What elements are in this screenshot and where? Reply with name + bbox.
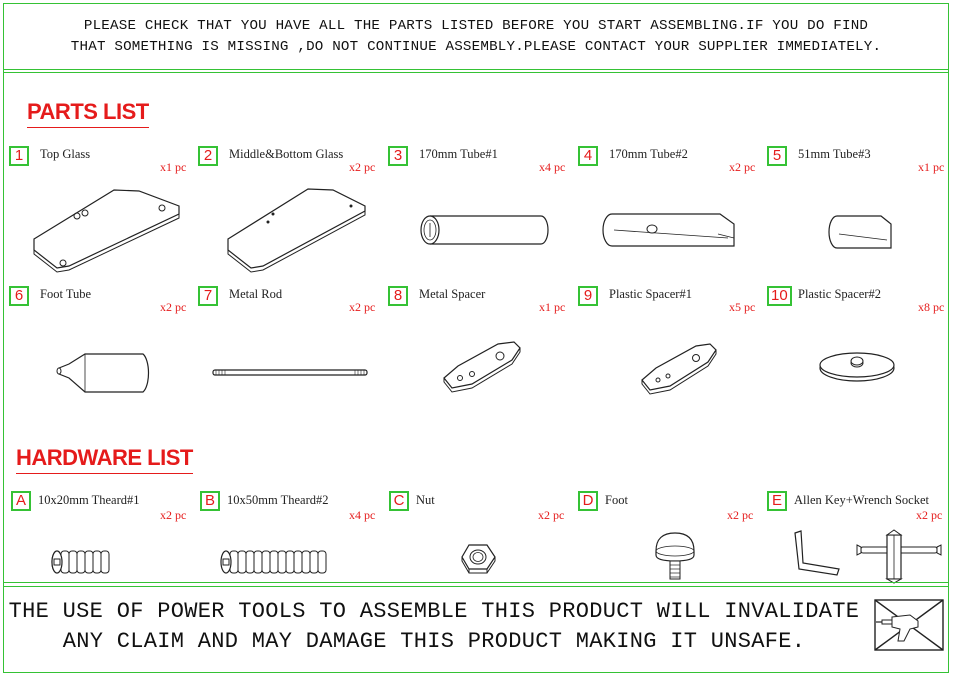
- hardware-qty: x4 pc: [349, 508, 376, 522]
- hardware-qty: x2 pc: [160, 508, 187, 522]
- hardware-item-a: [11, 491, 201, 586]
- power-tools-warning: [4, 586, 948, 672]
- hardware-badge: E: [767, 491, 787, 511]
- heading-underline: [16, 473, 193, 474]
- round-spacer-icon: [817, 344, 897, 384]
- short-tube-icon: [825, 210, 897, 252]
- hardware-list-title: HARDWARE LIST: [16, 445, 193, 470]
- part-name: Top Glass: [40, 147, 91, 161]
- part-qty: x8 pc: [918, 300, 945, 314]
- hardware-name: Nut: [416, 493, 435, 507]
- part-name: Metal Rod: [229, 287, 283, 301]
- part-name: 170mm Tube#1: [419, 147, 498, 161]
- part-item-10: [767, 286, 954, 416]
- part-qty: x1 pc: [918, 160, 945, 174]
- hardware-item-b: [200, 491, 390, 586]
- part-name: Plastic Spacer#2: [798, 287, 881, 301]
- notice-line-2: THAT SOMETHING IS MISSING ,DO NOT CONTINUE ASSEMBLY.PLEASE CONTACT YOUR SUPPLIER IMMEDIATELY.: [70, 39, 882, 55]
- hardware-badge: C: [389, 491, 409, 511]
- foot-tube-icon: [55, 346, 155, 396]
- tube-icon: [416, 210, 551, 250]
- part-badge: 2: [198, 146, 218, 166]
- part-qty: x1 pc: [539, 300, 566, 314]
- cut-tube-icon: [600, 208, 740, 253]
- parts-list-title: PARTS LIST: [27, 99, 149, 124]
- part-name: Middle&Bottom Glass: [229, 147, 344, 161]
- part-item-8: [388, 286, 578, 416]
- long-bolt-icon: [216, 547, 336, 577]
- part-qty: x2 pc: [349, 300, 376, 314]
- hardware-name: 10x50mm Theard#2: [227, 493, 329, 507]
- part-badge: 7: [198, 286, 218, 306]
- part-qty: x2 pc: [349, 160, 376, 174]
- hardware-item-d: [578, 491, 768, 586]
- part-badge: 3: [388, 146, 408, 166]
- divider: [4, 72, 948, 73]
- hardware-badge: D: [578, 491, 598, 511]
- part-item-9: [578, 286, 768, 416]
- part-qty: x5 pc: [729, 300, 756, 314]
- part-qty: x4 pc: [539, 160, 566, 174]
- hardware-name: Foot: [605, 493, 628, 507]
- part-name: 51mm Tube#3: [798, 147, 871, 161]
- part-item-6: [9, 286, 199, 416]
- part-name: 170mm Tube#2: [609, 147, 688, 161]
- part-name: Plastic Spacer#1: [609, 287, 692, 301]
- part-badge: 1: [9, 146, 29, 166]
- hardware-badge: A: [11, 491, 31, 511]
- metal-rod-icon: [210, 368, 370, 378]
- part-item-1: [9, 146, 199, 276]
- part-item-3: [388, 146, 578, 276]
- part-qty: x1 pc: [160, 160, 187, 174]
- no-power-drill-icon: [874, 599, 944, 651]
- heading-underline: [27, 127, 149, 128]
- hardware-name: Allen Key+Wrench Socket: [794, 493, 929, 507]
- hardware-qty: x2 pc: [916, 508, 943, 522]
- part-name: Foot Tube: [40, 287, 92, 301]
- part-badge: 4: [578, 146, 598, 166]
- foot-icon: [652, 529, 698, 583]
- hardware-qty: x2 pc: [538, 508, 565, 522]
- warning-line-2: ANY CLAIM AND MAY DAMAGE THIS PRODUCT MAKING IT UNSAFE.: [62, 629, 806, 654]
- part-badge: 6: [9, 286, 29, 306]
- part-badge: 9: [578, 286, 598, 306]
- part-item-7: [198, 286, 388, 416]
- page-frame: [3, 3, 949, 673]
- hardware-list-heading: [16, 445, 193, 471]
- top-glass-icon: [29, 184, 189, 274]
- top-notice: [4, 4, 948, 70]
- hardware-badge: B: [200, 491, 220, 511]
- part-name: Metal Spacer: [419, 287, 486, 301]
- short-bolt-icon: [47, 547, 117, 577]
- part-item-4: [578, 146, 768, 276]
- allen-key-wrench-icon: [791, 527, 946, 585]
- part-qty: x2 pc: [729, 160, 756, 174]
- warning-line-1: THE USE OF POWER TOOLS TO ASSEMBLE THIS PRODUCT WILL INVALIDATE: [8, 599, 860, 624]
- plastic-spacer-icon: [636, 338, 726, 396]
- part-badge: 5: [767, 146, 787, 166]
- metal-spacer-icon: [438, 336, 528, 394]
- parts-list-heading: [27, 99, 149, 125]
- nut-icon: [459, 539, 499, 579]
- hardware-name: 10x20mm Theard#1: [38, 493, 140, 507]
- hardware-item-e: [767, 491, 954, 586]
- divider: [4, 582, 948, 583]
- notice-line-1: PLEASE CHECK THAT YOU HAVE ALL THE PARTS LISTED BEFORE YOU START ASSEMBLING.IF YOU DO FIND: [83, 18, 869, 34]
- hardware-item-c: [389, 491, 579, 586]
- part-badge: 10: [767, 286, 792, 306]
- part-item-5: [767, 146, 954, 276]
- part-item-2: [198, 146, 388, 276]
- part-badge: 8: [388, 286, 408, 306]
- part-qty: x2 pc: [160, 300, 187, 314]
- middle-bottom-glass-icon: [223, 184, 373, 274]
- hardware-qty: x2 pc: [727, 508, 754, 522]
